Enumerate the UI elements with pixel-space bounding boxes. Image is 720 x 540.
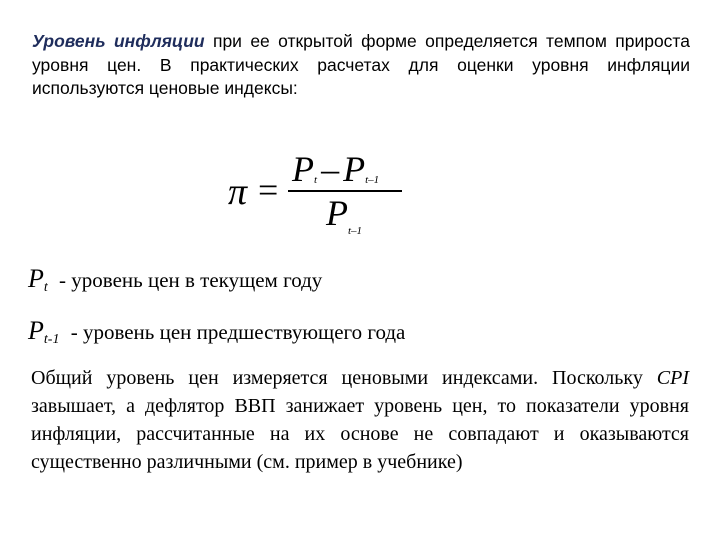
definition-text: - уровень цен в текущем году	[53, 268, 323, 292]
conclusion-paragraph	[31, 364, 689, 476]
inflation-formula	[228, 148, 428, 248]
definition-pt-1	[28, 316, 405, 348]
definition-text: - уровень цен предшествующего года	[65, 320, 406, 344]
numerator-sub2: t–1	[365, 174, 380, 187]
symbol-subscript: t	[43, 280, 48, 296]
intro-paragraph	[32, 30, 690, 101]
denominator-sub: t–1	[348, 224, 363, 237]
formula-denominator	[326, 192, 362, 237]
numerator-minus: –	[321, 149, 340, 189]
definition-pt	[28, 264, 322, 296]
numerator-sub1: t	[314, 174, 318, 187]
conclusion-part1: Общий уровень цен измеряется ценовыми индексами. Поскольку	[31, 367, 657, 389]
formula-pi: π	[228, 171, 248, 213]
definition-symbol	[28, 264, 48, 296]
intro-text: при ее открытой форме определяется темпом прироста уровня цен. В практических расчетах для оценки уровня инфляции используются ценовые индексы:	[32, 31, 690, 98]
symbol-letter: P	[28, 316, 44, 345]
denominator-p: P	[326, 193, 348, 233]
formula-equals: =	[258, 170, 279, 210]
symbol-subscript: t-1	[43, 332, 60, 348]
formula-numerator	[292, 148, 379, 190]
numerator-p2: P	[343, 149, 366, 189]
numerator-p1: P	[292, 149, 314, 189]
inflation-term: Уровень инфляции	[32, 31, 205, 51]
cpi-term: CPI	[656, 367, 689, 389]
symbol-letter: P	[28, 264, 44, 293]
conclusion-part2: завышает, а дефлятор ВВП занижает уровень цен, то показатели уровня инфляции, рассчитанные на их основе не совпадают и оказываются существенно различными (см. пример в учебнике)	[31, 395, 689, 473]
definition-symbol	[28, 316, 60, 348]
